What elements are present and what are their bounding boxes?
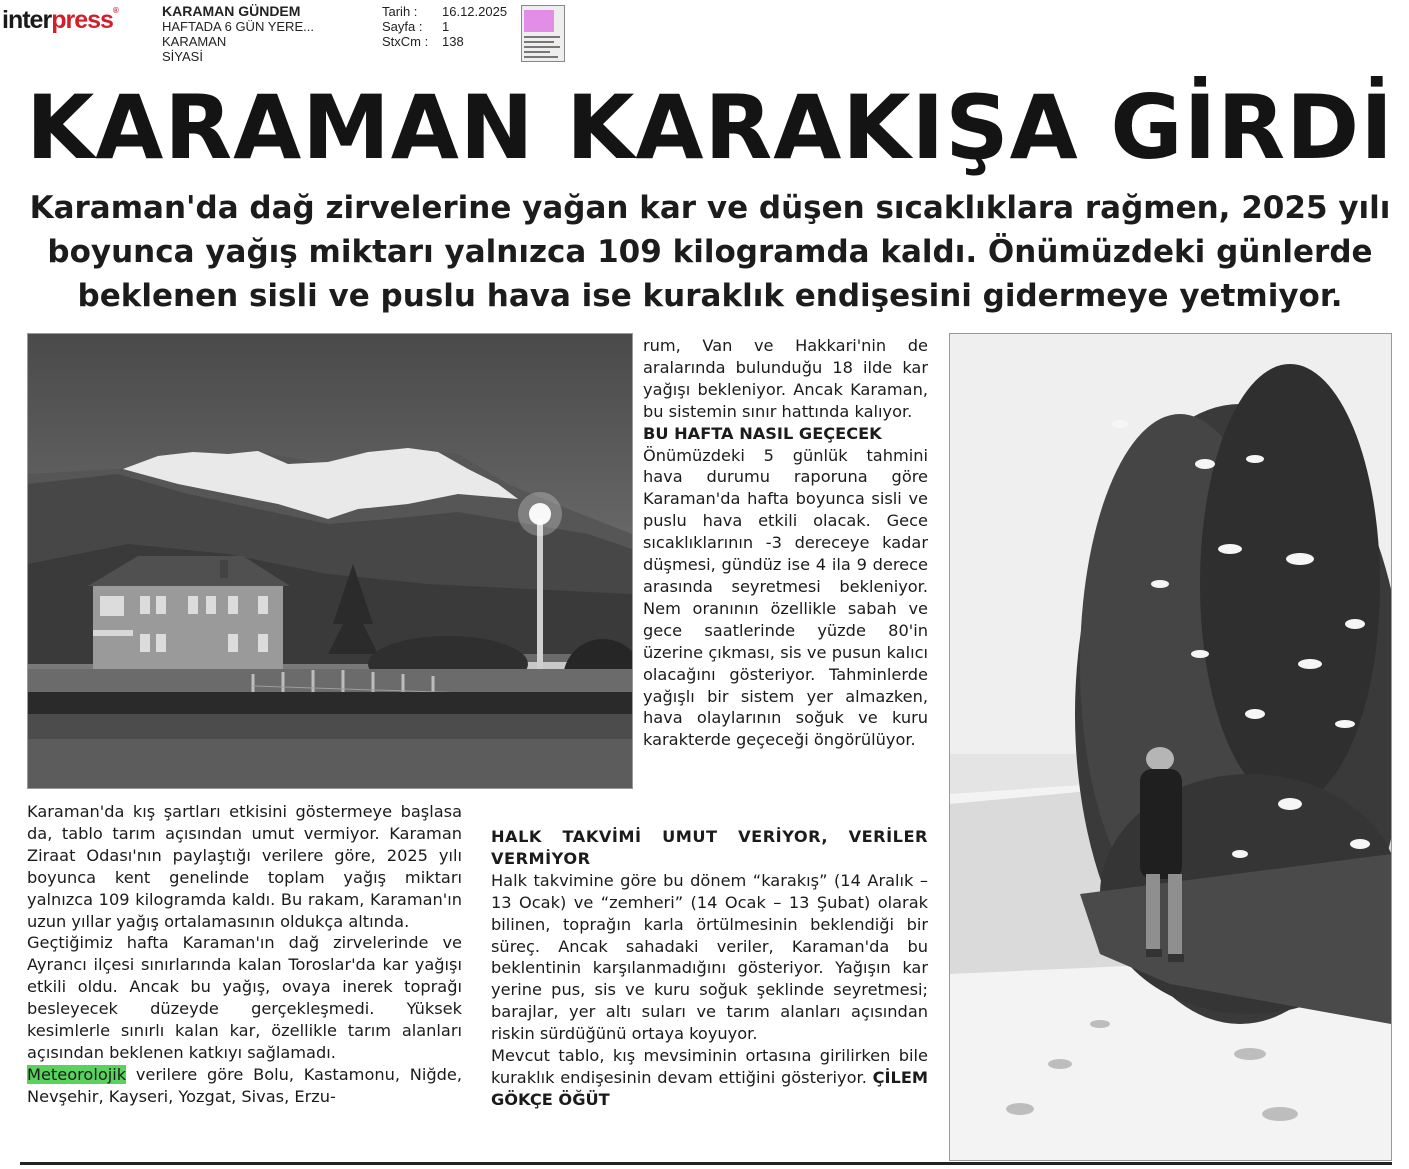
photo-snow-tree-person bbox=[949, 333, 1392, 1161]
date-value: 16.12.2025 bbox=[442, 4, 508, 19]
highlighted-keyword: Meteorolojik bbox=[27, 1064, 127, 1084]
logo-main: inter bbox=[2, 6, 52, 34]
publication-frequency: HAFTADA 6 GÜN YERE... bbox=[162, 19, 314, 34]
author-byline: ÇİLEM GÖKÇE ÖĞÜT bbox=[491, 1067, 928, 1109]
publication-city: KARAMAN bbox=[162, 34, 227, 49]
paragraph: Geçtiğimiz hafta Karaman'ın dağ zirvelerinde ve Ayrancı ilçesi sınırlarında kalan Toroslar'da kar yağışı etkili oldu. Ancak bu yağış, ovaya inerek toprağı besleyecek düzeyde gerçekleşmedi. Yüksek kesimlerle sınırlı kalan kar, özellikle tarım alanları açısından beklenen katkıyı sağlamadı. bbox=[27, 933, 462, 1062]
subheading-this-week: BU HAFTA NASIL GEÇECEK bbox=[643, 423, 882, 443]
page-value: 1 bbox=[442, 19, 450, 34]
registered-mark: ® bbox=[112, 6, 118, 15]
publication-name: KARAMAN GÜNDEM bbox=[162, 3, 301, 19]
page-label: Sayfa : bbox=[382, 19, 423, 34]
paragraph: Önümüzdeki 5 günlük tahmini hava durumu raporuna göre Karaman'da hafta boyunca sisli ve puslu hava etkili olacak. Gece sıcaklıklarının -3 dereceye kadar düşmesi, gündüz ise 4 ila 9 derece arasında seyretmesi bekleniyor. Nem oranının özellikle sabah ve gece saatlerinde yüzde 80'in üzerine çıkması, sis ve pusun kalıcı olacağını gösteriyor. Tahminlerde yağışlı bir sistem yer almazken, hava olaylarının soğuk ve kuru karakterde geçeceği öngörülüyor. bbox=[643, 445, 928, 750]
paragraph-text: verilere göre Bolu, Kastamonu, Niğde, Nevşehir, Kayseri, Yozgat, Sivas, Erzu- bbox=[27, 1064, 462, 1106]
paragraph-text: Mevcut tablo, kış mevsiminin ortasına girilirken bile kuraklık endişesinin devam ettiğini gösteriyor. bbox=[491, 1046, 928, 1087]
photo-snowy-mountain-house bbox=[27, 333, 633, 789]
stxcm-value: 138 bbox=[442, 34, 464, 49]
interpress-logo bbox=[2, 6, 118, 35]
logo-accent: press bbox=[51, 6, 113, 34]
publication-info bbox=[162, 4, 314, 64]
publication-category: SİYASİ bbox=[162, 49, 203, 64]
article-column-1 bbox=[27, 801, 462, 1108]
clipping-meta bbox=[382, 4, 507, 49]
thumbnail-highlight bbox=[524, 10, 554, 32]
stxcm-label: StxCm : bbox=[382, 34, 429, 49]
paragraph bbox=[491, 1045, 928, 1111]
paragraph: Halk takvimine göre bu dönem “karakış” (14 Aralık – 13 Ocak) ve “zemheri” (14 Ocak – 13 Şubat) olarak bilinen, toprağın karla örtülmesinin beklendiği bir süreç. Ancak sahadaki veriler, Karaman'da bu beklentinin karşılanmadığını gösteriyor. Yağışın kar yerine pus, sis ve kuru soğuk şeklinde seyretmesi; barajlar, yer altı suları ve tarım alanları açısından riskin sürdüğünü ortaya koyuyor. bbox=[491, 870, 928, 1044]
date-label: Tarih : bbox=[382, 4, 418, 19]
article-subhead: Karaman'da dağ zirvelerine yağan kar ve düşen sıcaklıklara rağmen, 2025 yılı boyunca yağış miktarı yalnızca 109 kilogramda kaldı. Önümüzdeki günlerde beklenen sisli ve puslu hava ise kuraklık endişesini gidermeye yetmiyor. bbox=[29, 190, 1391, 314]
paragraph: Karaman'da kış şartları etkisini göstermeye başlasa da, tablo tarım açısından umut vermiyor. Karaman Ziraat Odası'nın paylaştığı verilere göre, 2025 yılı boyunca kent genelinde toplam yağış miktarı yalnızca 109 kilogramda kaldı. Bu rakam, Karaman'ın uzun yıllar yağış ortalamasının oldukça altında. bbox=[27, 802, 462, 931]
paragraph: rum, Van ve Hakkari'nin de aralarında bulunduğu 18 ilde kar yağışı bekleniyor. Ancak Karaman, bu sistemin sınır hattında kalıyor. bbox=[643, 336, 928, 421]
article-column-3 bbox=[491, 826, 928, 1111]
page-bottom-rule bbox=[20, 1162, 1392, 1165]
article-column-2 bbox=[643, 335, 928, 751]
article-headline: KARAMAN KARAKIŞA GİRDİ bbox=[26, 76, 1394, 179]
paragraph bbox=[27, 1064, 462, 1108]
page-thumbnail[interactable] bbox=[521, 5, 565, 62]
subheading-folk-calendar: HALK TAKVİMİ UMUT VERİYOR, VERİLER VERMİYOR bbox=[491, 827, 928, 868]
